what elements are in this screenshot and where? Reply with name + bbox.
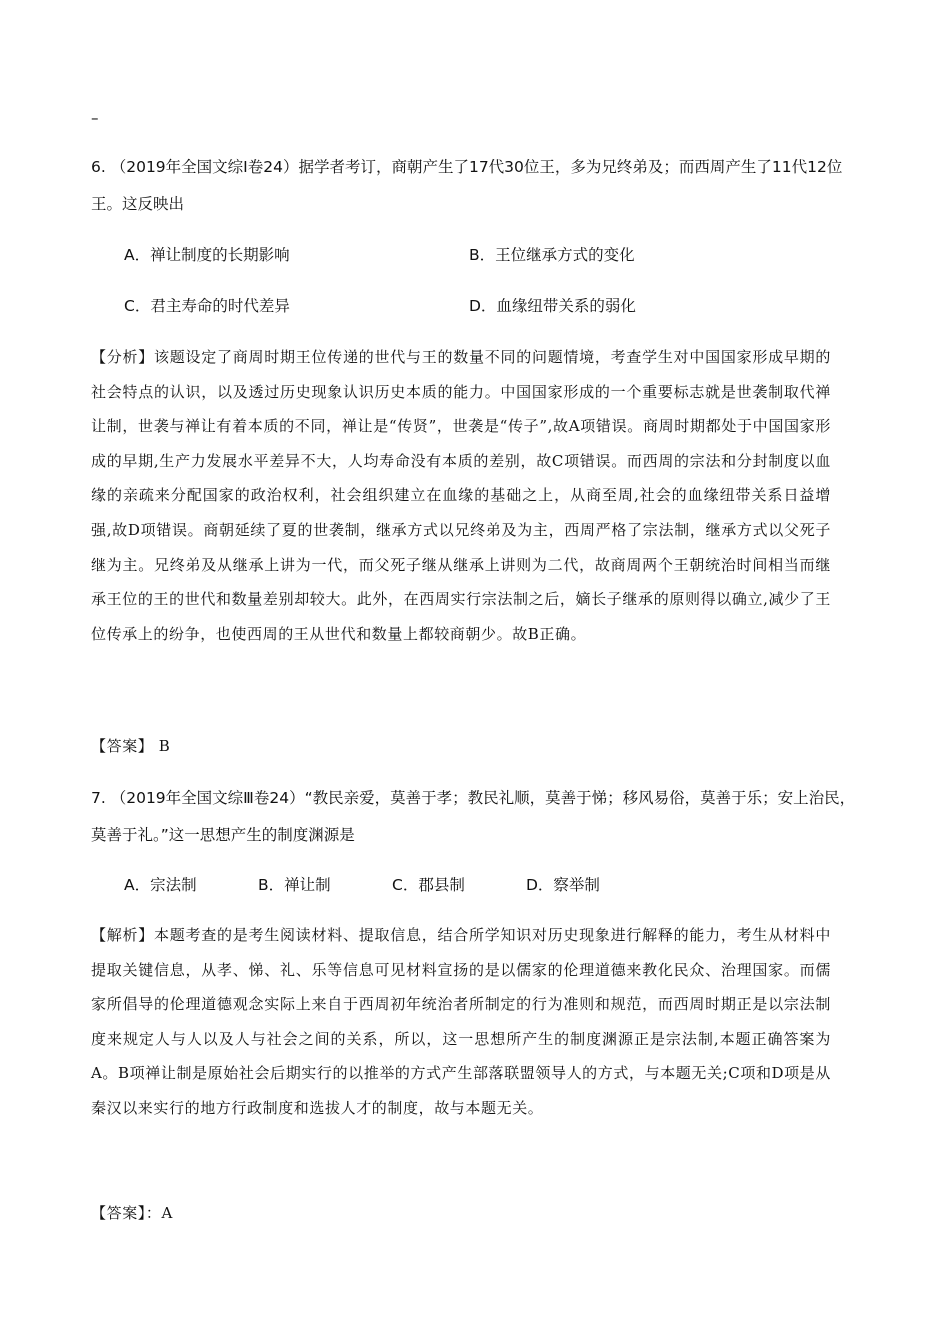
question-6-analysis: [91, 340, 831, 651]
question-6-option-b: B．王位继承方式的变化: [469, 246, 635, 264]
question-6-option-d: D．血缘纽带关系的弱化: [469, 297, 636, 315]
question-7-option-a: A．宗法制: [124, 876, 197, 894]
answer-value: B: [153, 737, 171, 755]
question-7-option-c: C．郡县制: [392, 876, 465, 894]
question-6-answer: [91, 734, 170, 758]
question-7-stem: 7. （2019年全国文综Ⅲ卷24）“教民亲爱，莫善于孝；教民礼顺，莫善于悌；移风易俗，莫善于乐；安上治民，莫善于礼。”这一思想产生的制度渊源是: [91, 789, 856, 844]
question-6-option-a: A．禅让制度的长期影响: [124, 246, 290, 264]
analysis-label: 【分析】: [91, 348, 154, 366]
analysis-label: 【解析】: [91, 926, 154, 944]
question-7-option-d: D．察举制: [526, 876, 600, 894]
question-6-option-c: C．君主寿命的时代差异: [124, 297, 290, 315]
answer-value: ：A: [145, 1204, 173, 1222]
page-mark: –: [91, 109, 99, 127]
question-6-stem: 6. （2019年全国文综Ⅰ卷24）据学者考订，商朝产生了17代30位王，多为兄终弟及；而西周产生了11代12位王。这反映出: [91, 158, 843, 213]
question-7-answer: [91, 1201, 173, 1225]
question-7-option-b: B．禅让制: [258, 876, 331, 894]
answer-label: 【答案】: [91, 1204, 146, 1222]
question-7-analysis: [91, 918, 831, 1126]
analysis-text: 本题考查的是考生阅读材料、提取信息，结合所学知识对历史现象进行解释的能力，考生从材料中提取关键信息，从孝、悌、礼、乐等信息可见材料宣扬的是以儒家的伦理道德来教化民众、治理国家。而儒家所倡导的伦理道德观念实际上来自于西周初年统治者所制定的行为准则和规范，而西周时期正是以宗法制度来规定人与人以及人与社会之间的关系，所以，这一思想所产生的制度渊源正是宗法制,本题正确答案为A。B项禅让制是原始社会后期实行的以推举的方式产生部落联盟领导人的方式，与本题无关;C项和D项是从秦汉以来实行的地方行政制度和选拔人才的制度，故与本题无关。: [91, 926, 831, 1117]
analysis-text: 该题设定了商周时期王位传递的世代与王的数量不同的问题情境，考查学生对中国国家形成早期的社会特点的认识，以及透过历史现象认识历史本质的能力。中国国家形成的一个重要标志就是世袭制取代禅让制，世袭与禅让有着本质的不同，禅让是“传贤”，世袭是“传子”,故A项错误。商周时期都处于中国国家形成的早期,生产力发展水平差异不大，人均寿命没有本质的差别，故C项错误。而西周的宗法和分封制度以血缘的亲疏来分配国家的政治权利，社会组织建立在血缘的基础之上，从商至周,社会的血缘纽带关系日益增强,故D项错误。商朝延续了夏的世袭制，继承方式以兄终弟及为主，西周严格了宗法制，继承方式以父死子继为主。兄终弟及从继承上讲为一代，而父死子继从继承上讲则为二代，故商周两个王朝统治时间相当而继承王位的王的世代和数量差别却较大。此外，在西周实行宗法制之后，嫡长子继承的原则得以确立,减少了王位传承上的纷争，也使西周的王从世代和数量上都较商朝少。故B正确。: [91, 348, 831, 643]
answer-label: 【答案】: [91, 737, 154, 755]
